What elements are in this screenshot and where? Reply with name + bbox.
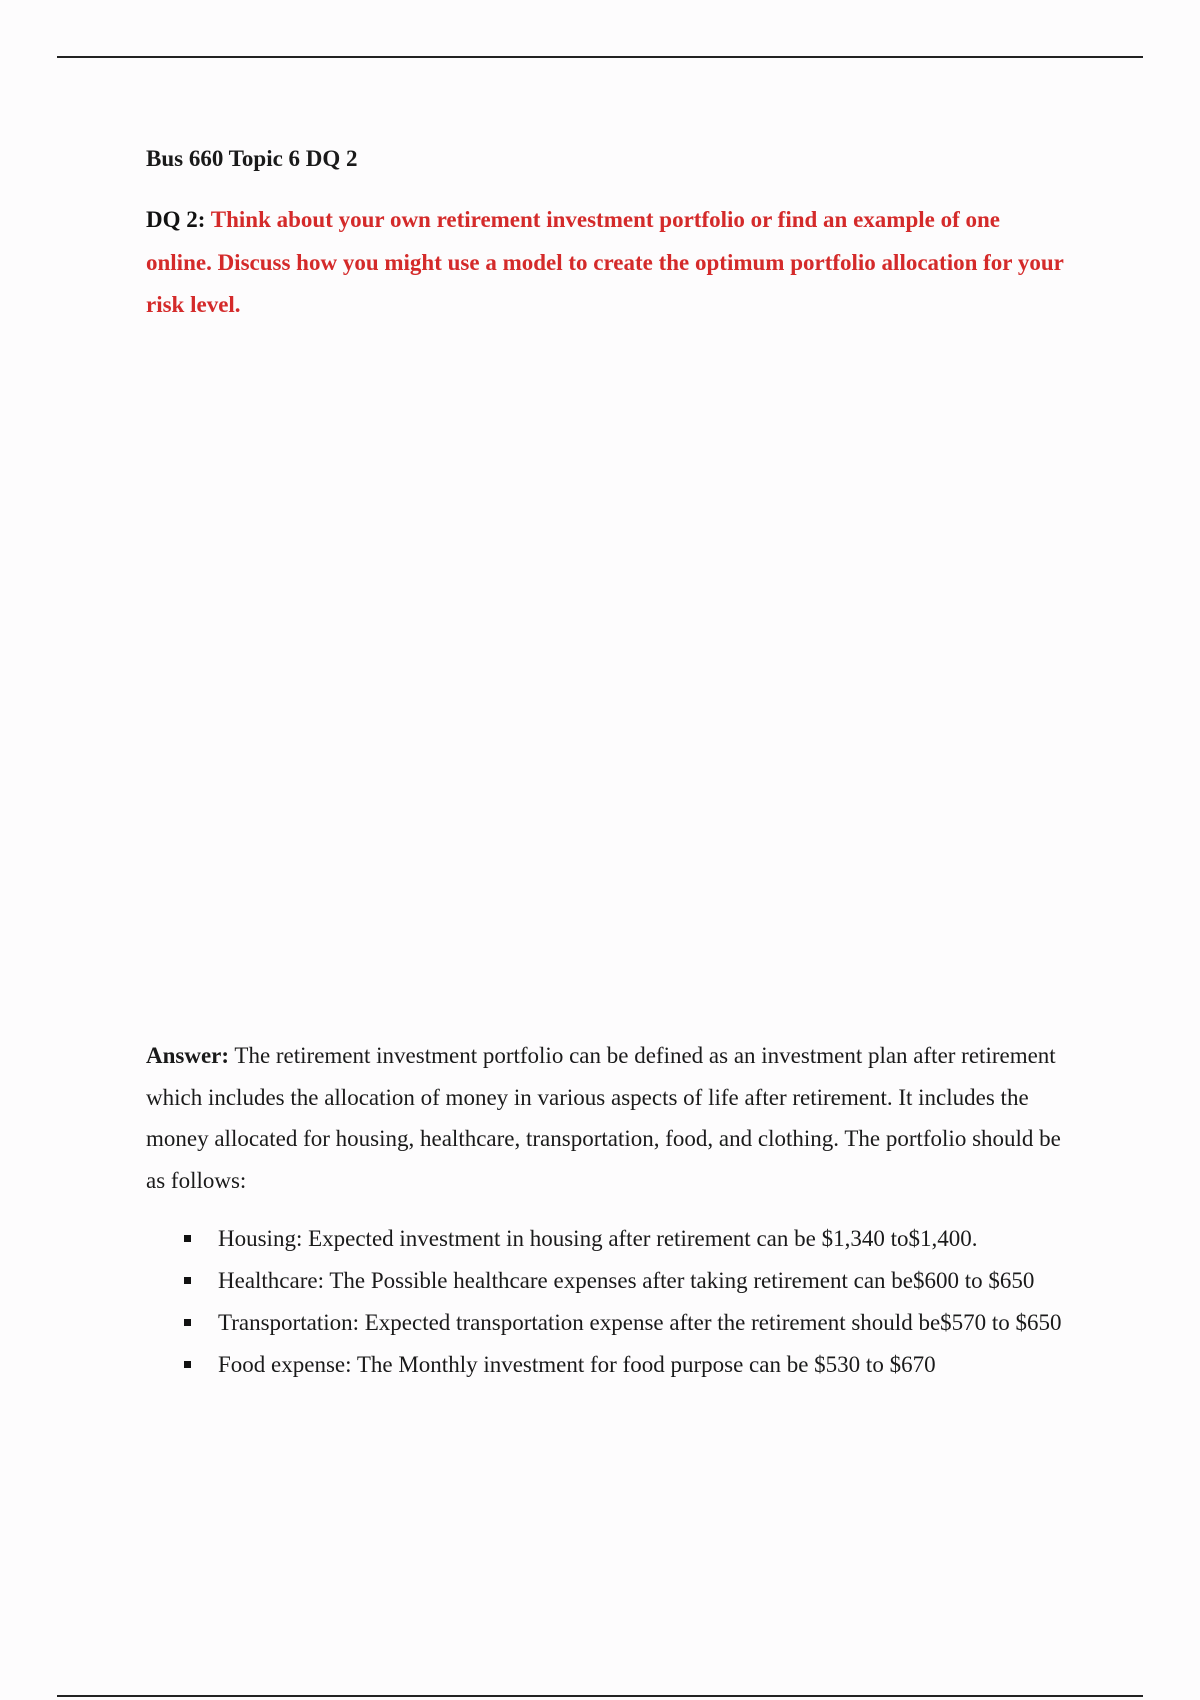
bottom-divider xyxy=(57,1695,1143,1697)
list-item xyxy=(146,1260,1086,1302)
list-item xyxy=(146,1344,1086,1386)
list-item-text: Food expense: The Monthly investment for food purpose can be $530 to $670 xyxy=(218,1352,936,1377)
list-item-text: Transportation: Expected transportation expense after the retirement should be$570 to $650 xyxy=(218,1310,1062,1335)
square-bullet-icon xyxy=(184,1235,191,1242)
list-item xyxy=(146,1302,1086,1344)
expense-list xyxy=(146,1218,1086,1386)
answer-label: Answer: xyxy=(146,1043,230,1068)
square-bullet-icon xyxy=(184,1277,191,1284)
top-divider xyxy=(57,56,1143,58)
list-item-text: Healthcare: The Possible healthcare expenses after taking retirement can be$600 to $650 xyxy=(218,1268,1035,1293)
discussion-question xyxy=(146,199,1071,327)
list-item xyxy=(146,1218,1086,1260)
question-label: DQ 2: xyxy=(146,207,206,232)
list-item-text: Housing: Expected investment in housing after retirement can be $1,340 to$1,400. xyxy=(218,1226,978,1251)
square-bullet-icon xyxy=(184,1361,191,1368)
answer-text: The retirement investment portfolio can be defined as an investment plan after retirement which includes the allocation of money in various aspects of life after retirement. It includes the money allocated for housing, healthcare, transportation, food, and clothing. The portfolio should be as follows: xyxy=(146,1043,1061,1193)
document-title: Bus 660 Topic 6 DQ 2 xyxy=(146,146,358,171)
answer-paragraph xyxy=(146,1035,1076,1201)
question-prompt: Think about your own retirement investment portfolio or find an example of one online. Discuss how you might use a model to create the optimum portfolio allocation for your risk level. xyxy=(146,207,1064,317)
square-bullet-icon xyxy=(184,1319,191,1326)
